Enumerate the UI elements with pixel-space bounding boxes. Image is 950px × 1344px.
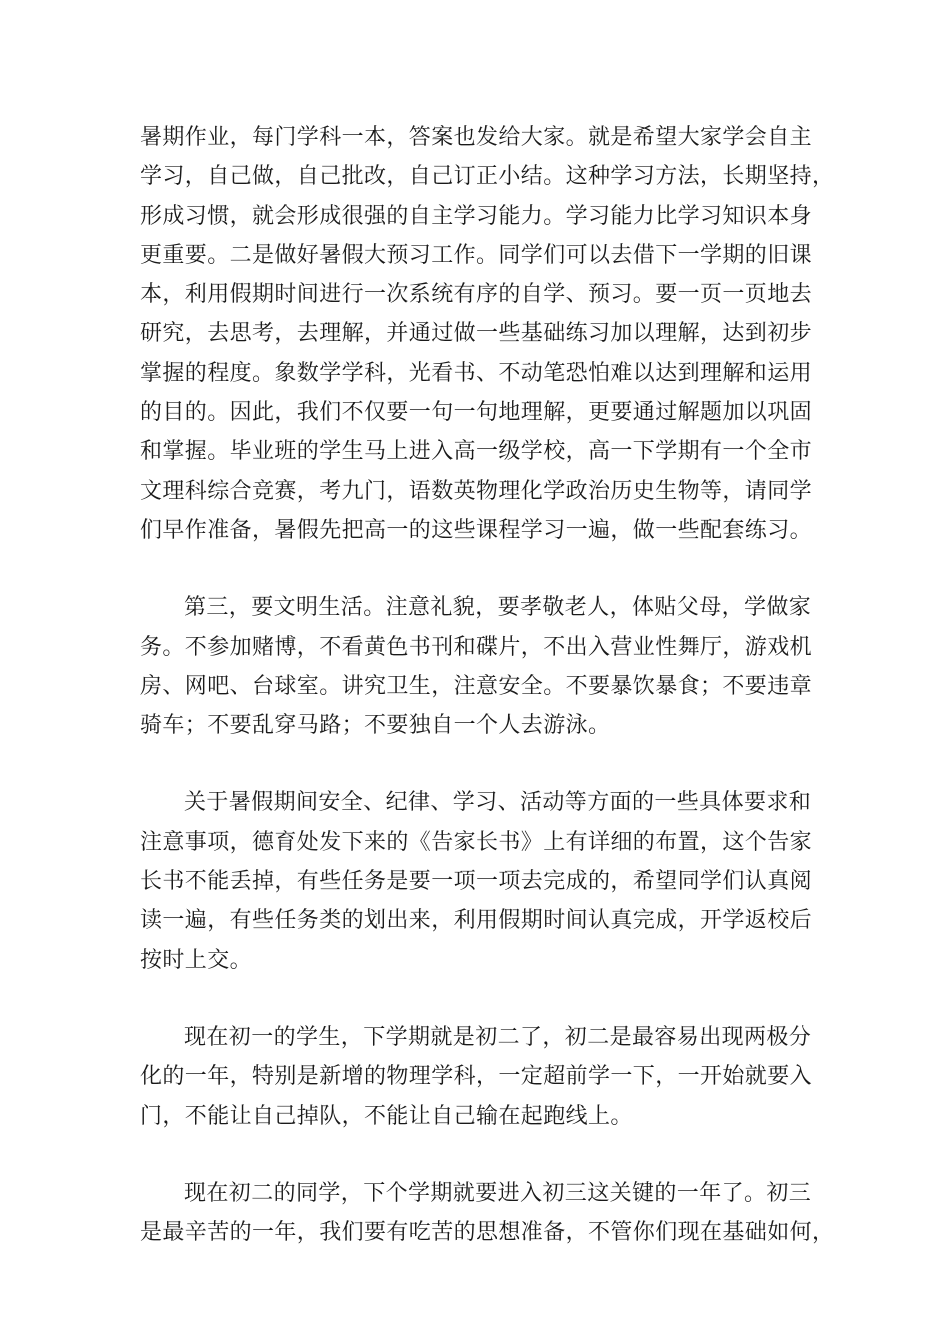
text-line: 形成习惯，就会形成很强的自主学习能力。学习能力比学习知识本身 bbox=[140, 203, 813, 229]
text-line: 务。不参加赌博，不看黄色书刊和碟片，不出入营业性舞厅，游戏机 bbox=[140, 634, 813, 660]
text-line: 是最辛苦的一年，我们要有吃苦的思想准备，不管你们现在基础如何， bbox=[140, 1220, 835, 1246]
text-line: 注意事项，德育处发下来的《告家长书》上有详细的布置，这个告家 bbox=[140, 829, 813, 855]
text-line: 更重要。二是做好暑假大预习工作。同学们可以去借下一学期的旧课 bbox=[140, 242, 813, 268]
paragraph-civilized-life bbox=[140, 588, 822, 745]
document-body bbox=[140, 118, 835, 1252]
text-line: 和掌握。毕业班的学生马上进入高一级学校，高一下学期有一个全市 bbox=[140, 439, 813, 465]
text-line: 门，不能让自己掉队，不能让自己输在起跑线上。 bbox=[140, 1103, 633, 1129]
text-line: 读一遍，有些任务类的划出来，利用假期时间认真完成，开学返校后 bbox=[140, 908, 813, 934]
paragraph-grade-two bbox=[140, 1174, 835, 1253]
text-line: 掌握的程度。象数学学科，光看书、不动笔恐怕难以达到理解和运用 bbox=[140, 360, 813, 386]
text-line: 们早作准备，暑假先把高一的这些课程学习一遍，做一些配套练习。 bbox=[140, 517, 813, 543]
paragraph-study bbox=[140, 118, 835, 550]
text-line: 本，利用假期时间进行一次系统有序的自学、预习。要一页一页地去 bbox=[140, 282, 813, 308]
text-line: 第三，要文明生活。注意礼貌，要孝敬老人，体贴父母，学做家 bbox=[184, 595, 812, 621]
text-line: 按时上交。 bbox=[140, 947, 253, 973]
paragraph-parent-letter bbox=[140, 783, 822, 979]
text-line: 文理科综合竞赛，考九门，语数英物理化学政治历史生物等，请同学 bbox=[140, 478, 813, 504]
text-line: 关于暑假期间安全、纪律、学习、活动等方面的一些具体要求和 bbox=[184, 790, 812, 816]
text-line: 现在初一的学生，下学期就是初二了，初二是最容易出现两极分 bbox=[184, 1024, 812, 1050]
text-line: 现在初二的同学，下个学期就要进入初三这关键的一年了。初三 bbox=[184, 1180, 812, 1206]
text-line: 的目的。因此，我们不仅要一句一句地理解，更要通过解题加以巩固 bbox=[140, 400, 813, 426]
text-line: 骑车；不要乱穿马路；不要独自一个人去游泳。 bbox=[140, 713, 611, 739]
paragraph-grade-one bbox=[140, 1018, 822, 1136]
text-line: 化的一年，特别是新增的物理学科，一定超前学一下，一开始就要入 bbox=[140, 1064, 813, 1090]
text-line: 学习，自己做，自己批改，自己订正小结。这种学习方法，长期坚持， bbox=[140, 164, 835, 190]
text-line: 长书不能丢掉，有些任务是要一项一项去完成的，希望同学们认真阅 bbox=[140, 869, 813, 895]
text-line: 暑期作业，每门学科一本，答案也发给大家。就是希望大家学会自主 bbox=[140, 125, 813, 150]
text-line: 研究，去思考，去理解，并通过做一些基础练习加以理解，达到初步 bbox=[140, 321, 813, 347]
text-line: 房、网吧、台球室。讲究卫生，注意安全。不要暴饮暴食；不要违章 bbox=[140, 673, 813, 699]
